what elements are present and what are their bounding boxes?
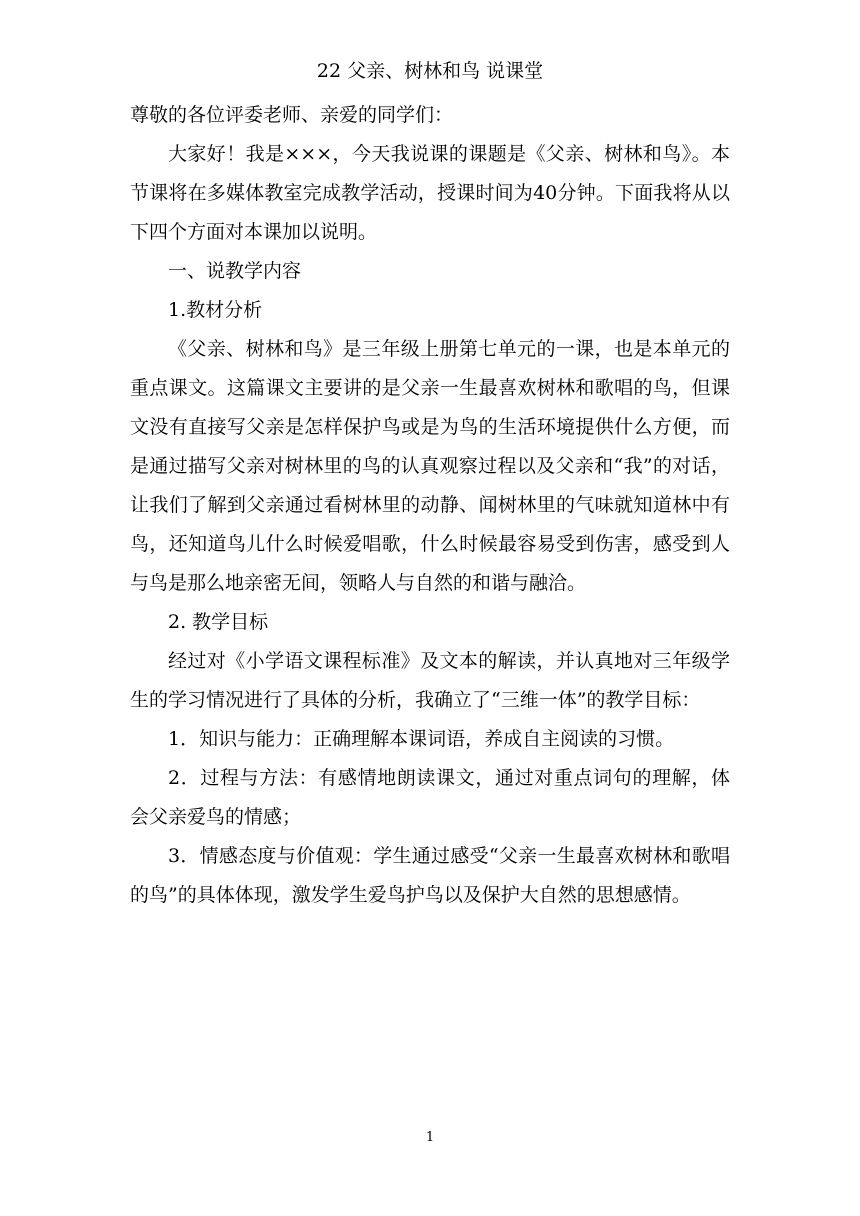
section-heading-teaching-content: 一、说教学内容 (168, 260, 302, 282)
goal-item-process: 2．过程与方法：有感情地朗读课文，通过对重点词句的理解，体会父亲爱鸟的情感； (130, 767, 730, 828)
goal-item-attitude: 3．情感态度与价值观：学生通过感受“父亲一生最喜欢树林和歌唱的鸟”的具体体现，激发学生爱鸟护鸟以及保护大自然的思想感情。 (130, 845, 730, 906)
goals-intro-paragraph: 经过对《小学语文课程标准》及文本的解读，并认真地对三年级学生的学习情况进行了具体的分析，我确立了“三维一体”的教学目标： (130, 650, 730, 711)
subheading-textbook-analysis: 1.教材分析 (168, 299, 263, 321)
document-body (130, 96, 730, 915)
page-number: 1 (425, 1130, 435, 1145)
document-title: 22 父亲、树林和鸟 说课堂 (316, 60, 544, 82)
analysis-paragraph: 《父亲、树林和鸟》是三年级上册第七单元的一课，也是本单元的重点课文。这篇课文主要讲的是父亲一生最喜欢树林和歌唱的鸟，但课文没有直接写父亲是怎样保护鸟或是为鸟的生活环境提供什么方便，而是通过描写父亲对树林里的鸟的认真观察过程以及父亲和“我”的对话，让我们了解到父亲通过看树林里的动静、闻树林里的气味就知道林中有鸟，还知道鸟儿什么时候爱唱歌，什么时候最容易受到伤害，感受到人与鸟是那么地亲密无间，领略人与自然的和谐与融洽。 (130, 338, 730, 594)
subheading-teaching-goals: 2. 教学目标 (168, 611, 269, 633)
intro-paragraph: 大家好！我是×××，今天我说课的课题是《父亲、树林和鸟》。本节课将在多媒体教室完成教学活动，授课时间为40分钟。下面我将从以下四个方面对本课加以说明。 (130, 143, 730, 243)
salutation: 尊敬的各位评委老师、亲爱的同学们： (130, 104, 454, 126)
goal-item-knowledge: 1．知识与能力：正确理解本课词语，养成自主阅读的习惯。 (168, 728, 675, 750)
